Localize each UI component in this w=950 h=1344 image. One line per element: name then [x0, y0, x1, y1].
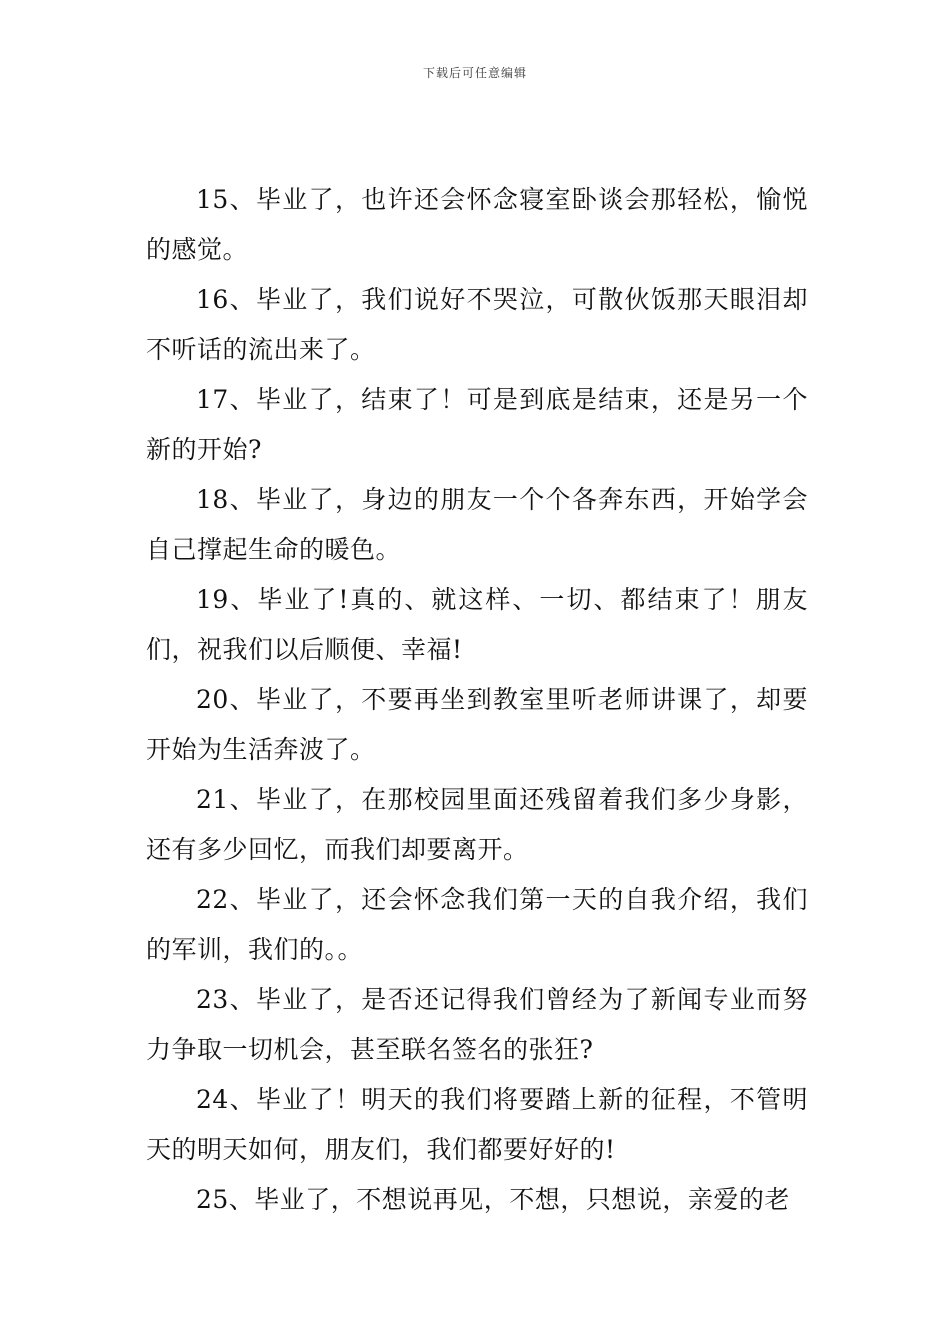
paragraph-18: 18、毕业了，身边的朋友一个个各奔东西，开始学会自己撑起生命的暖色。: [146, 485, 808, 564]
paragraph-24: 24、毕业了！明天的我们将要踏上新的征程，不管明天的明天如何，朋友们，我们都要好好的!: [146, 1085, 808, 1164]
paragraph-16: 16、毕业了，我们说好不哭泣，可散伙饭那天眼泪却不听话的流出来了。: [146, 285, 808, 364]
paragraph-20: 20、毕业了，不要再坐到教室里听老师讲课了，却要开始为生活奔波了。: [146, 685, 808, 764]
document-body: [146, 175, 808, 1225]
paragraph-17: 17、毕业了，结束了！可是到底是结束，还是另一个新的开始?: [146, 385, 808, 464]
paragraph-21: 21、毕业了，在那校园里面还残留着我们多少身影，还有多少回忆，而我们却要离开。: [146, 785, 808, 864]
paragraph-22: 22、毕业了，还会怀念我们第一天的自我介绍，我们的军训，我们的。。: [146, 885, 808, 964]
paragraph-23: 23、毕业了，是否还记得我们曾经为了新闻专业而努力争取一切机会，甚至联名签名的张狂?: [146, 985, 808, 1064]
paragraph-25: 25、毕业了，不想说再见，不想，只想说，亲爱的老: [196, 1185, 790, 1214]
page-header: 下载后可任意编辑: [422, 66, 527, 80]
paragraph-15: 15、毕业了，也许还会怀念寝室卧谈会那轻松，愉悦的感觉。: [146, 185, 808, 264]
paragraph-19: 19、毕业了!真的、就这样、一切、都结束了！朋友们，祝我们以后顺便、幸福!: [146, 585, 808, 664]
